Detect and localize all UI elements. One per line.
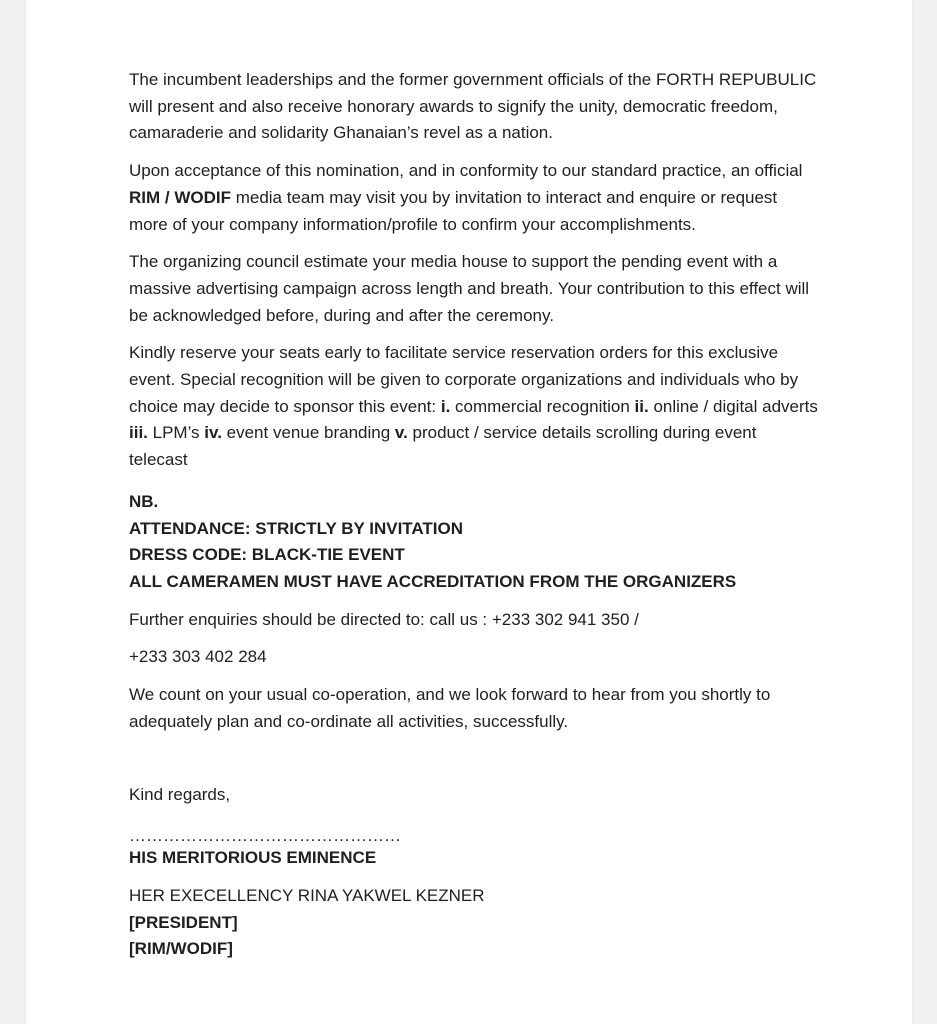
- regards-line: Kind regards,: [129, 785, 231, 805]
- enquiries-line: Further enquiries should be directed to: call us : +233 302 941 350 /: [129, 609, 639, 629]
- sponsor-marker-3: iii.: [129, 423, 148, 443]
- paragraph-nomination: [129, 158, 819, 238]
- spacer: [129, 746, 819, 782]
- paragraph-sponsorship: [129, 340, 819, 474]
- nomination-text-end: media team may visit you by invitation to interact and enquire or request more of your company information/profile to confirm your accomplishments.: [129, 187, 778, 234]
- signatory-organization: [RIM/WODIF]: [129, 939, 233, 959]
- sponsor-marker-1: i.: [440, 396, 451, 416]
- paragraph-advertising: The organizing council estimate your media house to support the pending event with a massive advertising campaign across length and breath. Your contribution to this effect will be acknowledged before, during and after the ceremony.: [129, 252, 810, 325]
- sponsor-option-1: commercial recognition: [450, 396, 635, 416]
- document-page: [26, 0, 912, 1024]
- sponsor-option-5: product / service details scrolling during event telecast: [129, 423, 757, 470]
- nomination-text-start: Upon acceptance of this nomination, and in conformity to our standard practice, an official: [129, 161, 803, 181]
- media-team-name: RIM / WODIF: [129, 187, 231, 207]
- signatory-role: [PRESIDENT]: [129, 912, 238, 932]
- sponsor-option-3: LPM’s: [147, 423, 205, 443]
- paragraph-awards: The incumbent leaderships and the former government officials of the FORTH REPUBULIC will present and also receive honorary awards to signify the unity, democratic freedom, camaraderie and solidarity Ghanaian’s revel as a nation.: [129, 70, 817, 143]
- sponsor-option-4: event venue branding: [221, 423, 395, 443]
- nb-notice: [129, 489, 819, 596]
- letter-body: [129, 67, 819, 963]
- sponsor-marker-5: v.: [394, 423, 408, 443]
- nb-cameramen: ALL CAMERAMEN MUST HAVE ACCREDITATION FROM THE ORGANIZERS: [129, 571, 737, 591]
- sponsorship-intro: Kindly reserve your seats early to facilitate service reservation orders for this exclusive event. Special recognition will be given to corporate organizations and individuals who by choice may decide to sponsor this event:: [129, 343, 799, 416]
- phone-line-2: +233 303 402 284: [129, 647, 267, 667]
- sponsor-marker-2: ii.: [634, 396, 649, 416]
- signature-title: HIS MERITORIOUS EMINENCE: [129, 848, 377, 868]
- signatory-name: HER EXECELLENCY RINA YAKWEL KEZNER: [129, 885, 485, 905]
- signature-line: …………………………………………: [129, 826, 401, 846]
- sponsor-marker-4: iv.: [204, 423, 222, 443]
- nb-heading: NB.: [129, 491, 159, 511]
- paragraph-closing: We count on your usual co-operation, and we look forward to hear from you shortly to adequately plan and co-ordinate all activities, successfully.: [129, 685, 771, 731]
- nb-attendance: ATTENDANCE: STRICTLY BY INVITATION: [129, 518, 464, 538]
- sponsor-option-2: online / digital adverts: [648, 396, 818, 416]
- nb-dress-code: DRESS CODE: BLACK-TIE EVENT: [129, 545, 405, 565]
